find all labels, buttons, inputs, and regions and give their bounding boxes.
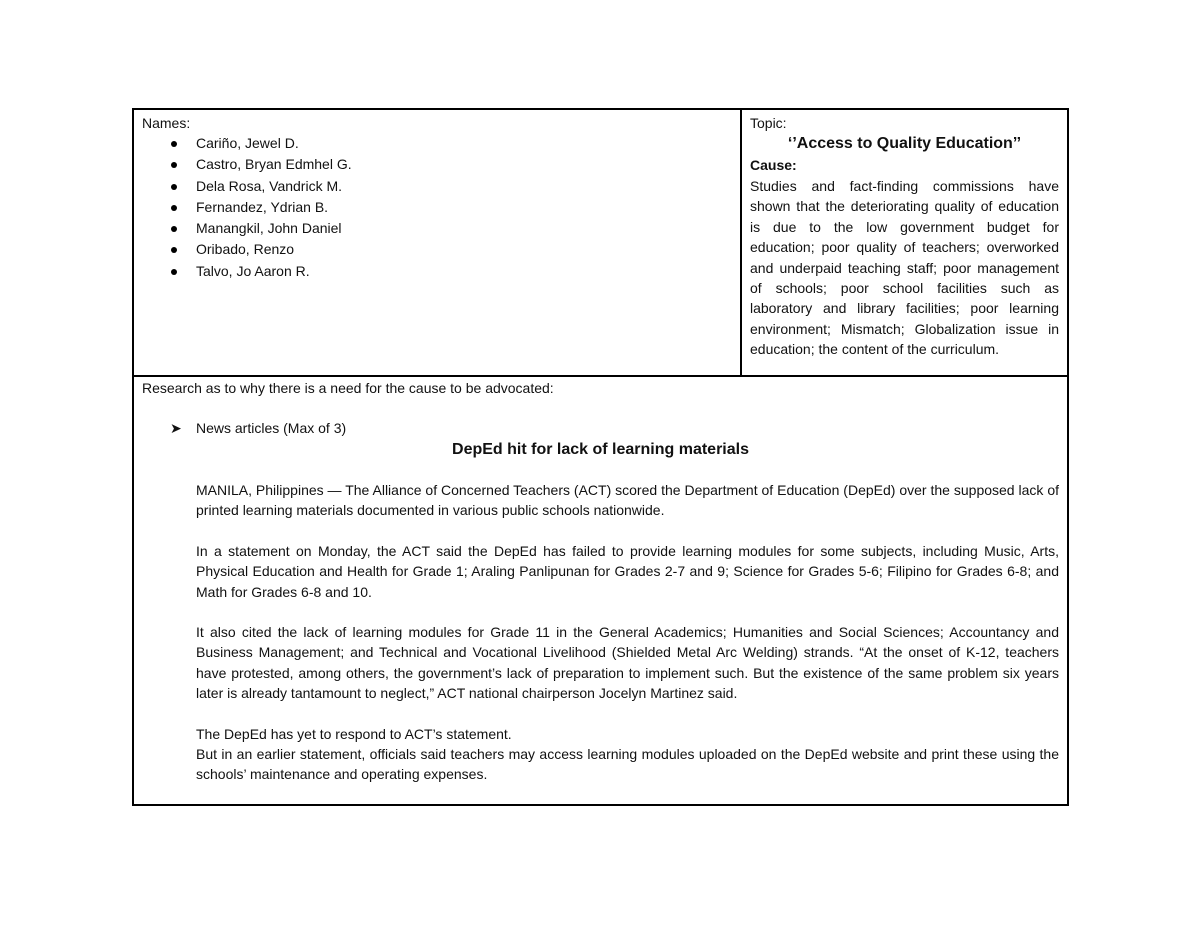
list-item xyxy=(134,239,352,260)
bullet-icon xyxy=(171,247,177,253)
news-articles-item xyxy=(142,418,1059,438)
table-row-top xyxy=(134,110,1067,377)
article-body xyxy=(196,480,1059,785)
advocacy-table xyxy=(132,108,1069,806)
cause-label: Cause: xyxy=(750,157,797,173)
names-cell xyxy=(134,110,742,375)
names-label: Names: xyxy=(142,115,191,131)
bullet-icon xyxy=(171,226,177,232)
member-name: Talvo, Jo Aaron R. xyxy=(196,262,310,279)
bullet-icon xyxy=(171,162,177,168)
member-name: Manangkil, John Daniel xyxy=(196,220,342,237)
bullet-icon xyxy=(171,205,177,211)
list-item xyxy=(134,197,352,218)
bullet-icon xyxy=(171,269,177,275)
topic-cell xyxy=(742,110,1067,375)
member-name: Oribado, Renzo xyxy=(196,241,295,258)
member-name: Fernandez, Ydrian B. xyxy=(196,198,329,215)
member-name: Castro, Bryan Edmhel G. xyxy=(196,156,352,173)
cause-text: Studies and fact-finding commissions have shown that the deteriorating quality of education is due to the low government budget for education; poor quality of teachers; overworked and underpaid teaching staff; poor management of schools; poor school facilities such as laboratory and library facilities; poor learning environment; Mismatch; Globalization issue in education; the content of the curriculum. xyxy=(750,178,1059,358)
research-cell xyxy=(134,377,1067,804)
list-item xyxy=(134,154,352,175)
list-item xyxy=(134,133,352,154)
article-paragraph: MANILA, Philippines — The Alliance of Concerned Teachers (ACT) scored the Department of Education (DepEd) over the supposed lack of printed learning materials documented in various public schools nationwide. xyxy=(196,482,1059,519)
arrow-bullet-icon: ➤ xyxy=(170,420,182,436)
topic-label: Topic: xyxy=(750,115,787,131)
member-name: Cariño, Jewel D. xyxy=(196,135,299,151)
research-label: Research as to why there is a need for the cause to be advocated: xyxy=(142,380,554,396)
article-paragraph: The DepEd has yet to respond to ACT’s statement. xyxy=(196,725,512,742)
article-paragraph: But in an earlier statement, officials said teachers may access learning modules uploaded on the DepEd website and print these using the schools’ maintenance and operating expenses. xyxy=(196,746,1059,783)
article-title: DepEd hit for lack of learning materials xyxy=(452,441,749,458)
names-list xyxy=(134,133,352,282)
list-item xyxy=(134,218,352,239)
article-paragraph: In a statement on Monday, the ACT said the DepEd has failed to provide learning modules for some subjects, including Music, Arts, Physical Education and Health for Grade 1; Araling Panlipunan for Grades 2-7 and 9; Science for Grades 5-6; Filipino for Grades 6-8; and Math for Grades 6-8 and 10. xyxy=(196,542,1059,600)
topic-title: ‘’Access to Quality Education’’ xyxy=(787,135,1022,152)
bullet-icon xyxy=(171,184,177,190)
list-item xyxy=(134,261,352,282)
list-item xyxy=(134,176,352,197)
article-paragraph: It also cited the lack of learning modules for Grade 11 in the General Academics; Humanities and Social Sciences; Accountancy and Business Management; and Technical and Vocational Livelihood (Shielded Metal Arc Welding) strands. “At the onset of K-12, teachers have protested, among others, the government’s lack of preparation to implement such. But the existence of the same problem six years later is already tantamount to neglect,” ACT national chairperson Jocelyn Martinez said. xyxy=(196,624,1059,702)
bullet-icon xyxy=(171,141,177,147)
member-name: Dela Rosa, Vandrick M. xyxy=(196,177,343,194)
news-articles-label: News articles (Max of 3) xyxy=(196,420,347,436)
